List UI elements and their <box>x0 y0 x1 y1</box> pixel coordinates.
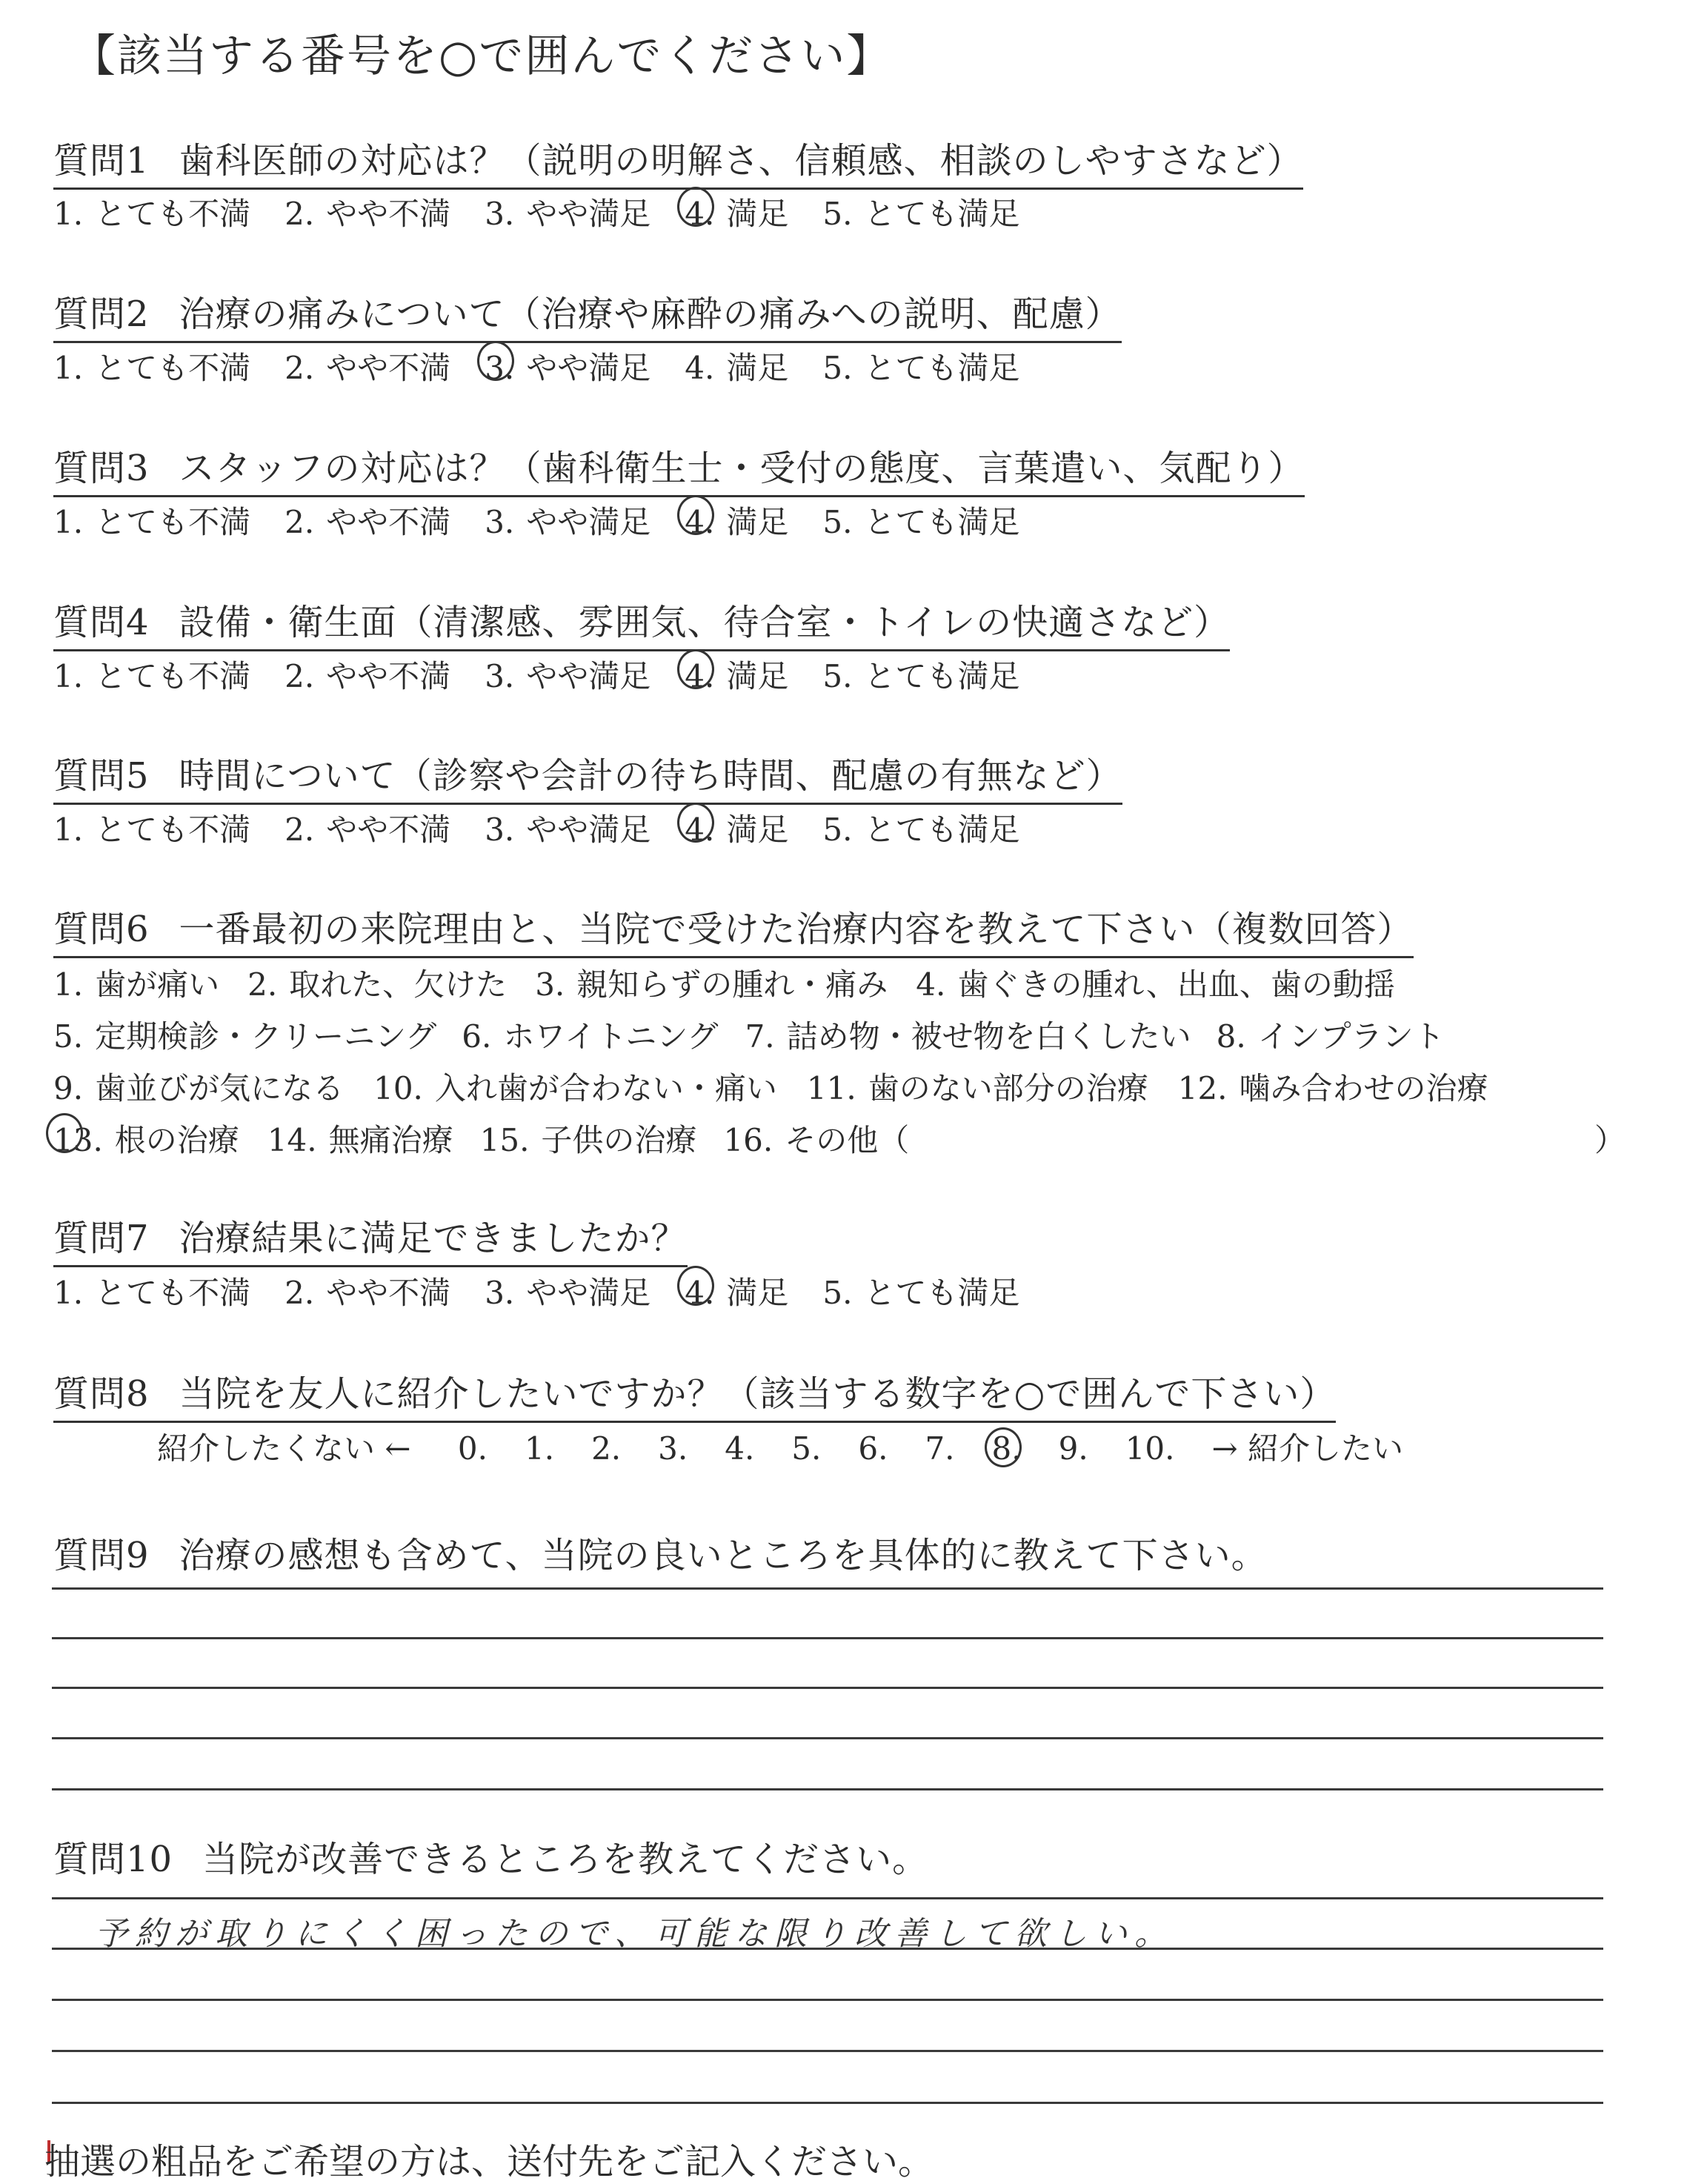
option[interactable] <box>284 806 450 850</box>
scale-value-label: 6. <box>858 1430 888 1467</box>
option-number: 4. <box>685 350 715 386</box>
scale-value-label: 3. <box>658 1430 688 1467</box>
question-text: 当院を友人に紹介したいですか？（該当する数字を○で囲んで下さい） <box>179 1373 1337 1415</box>
option-number: 2. <box>284 350 315 386</box>
option-number: 16. <box>723 1122 773 1158</box>
option-number: 12. <box>1177 1070 1228 1106</box>
answer-line <box>52 2050 1603 2052</box>
question-text: 治療の感想も含めて、当院の良いところを具体的に教えて下さい。 <box>179 1535 1268 1576</box>
scale-value-label: 10. <box>1125 1430 1175 1467</box>
scale-left-label: 紹介したくない ← <box>157 1430 411 1467</box>
q6-row-1 <box>53 960 1395 1005</box>
option-number: 4. <box>916 966 946 1003</box>
option-number: 10. <box>373 1070 423 1106</box>
scale-value-label: 4. <box>725 1430 755 1467</box>
option-label: やや不満 <box>326 196 451 232</box>
option-number: 4. <box>685 504 715 540</box>
option[interactable] <box>284 652 450 697</box>
option-number: 4. <box>685 658 715 694</box>
option-label: やや不満 <box>326 350 451 386</box>
option-number: 5. <box>53 1018 84 1055</box>
selected-circle-mark <box>677 187 714 227</box>
option-label: やや不満 <box>326 658 451 694</box>
option-label: やや満足 <box>526 1275 651 1311</box>
answer-line <box>52 1999 1603 2001</box>
question-3 <box>53 439 1305 497</box>
selected-circle-mark <box>677 495 714 535</box>
question-number: 質問9 <box>53 1535 150 1576</box>
option-label: やや満足 <box>526 504 651 540</box>
option-number: 2. <box>284 504 315 540</box>
option-label: 子供の治療 <box>541 1122 697 1158</box>
scale-value[interactable] <box>658 1430 688 1467</box>
option-number: 2. <box>284 1275 315 1311</box>
q6-row-2 <box>53 1012 1445 1057</box>
question-text: 一番最初の来院理由と、当院で受けた治療内容を教えて下さい（複数回答） <box>179 909 1414 950</box>
option-label: その他（ <box>785 1122 910 1158</box>
option[interactable] <box>822 498 1019 542</box>
option-label: 満足 <box>726 811 789 848</box>
scale-value-label: 8. <box>991 1430 1022 1467</box>
page-title: 【該当する番号を○で囲んでください】 <box>71 30 893 82</box>
question-1 <box>53 132 1303 190</box>
question-number: 質問10 <box>53 1839 173 1880</box>
scale-value[interactable] <box>725 1430 754 1467</box>
option[interactable] <box>723 1116 909 1161</box>
scale-value-label: 2. <box>591 1430 622 1467</box>
recommend-scale <box>157 1424 1403 1469</box>
option-label: 歯ぐきの腫れ、出血、歯の動揺 <box>957 966 1395 1003</box>
question-number: 質問1 <box>53 140 150 182</box>
option-label: とても不満 <box>95 658 251 694</box>
option-number: 5. <box>822 1275 853 1311</box>
handwritten-answer: 予約が取りにくく困ったので、可能な限り改善して欲しい。 <box>95 1915 1175 1953</box>
other-close-paren: ） <box>1594 1122 1626 1158</box>
option-number: 1. <box>53 504 84 540</box>
option-label: とても満足 <box>864 196 1020 232</box>
option-label: 満足 <box>726 350 789 386</box>
option-label: やや満足 <box>526 811 651 848</box>
question-6 <box>53 900 1414 958</box>
scale-value-label: 0. <box>457 1430 488 1467</box>
option-number: 1. <box>53 658 84 694</box>
option-label: やや満足 <box>526 196 651 232</box>
question-number: 質問8 <box>53 1373 150 1415</box>
option[interactable] <box>284 344 450 388</box>
option[interactable] <box>485 344 650 388</box>
option-label: とても満足 <box>864 811 1020 848</box>
answer-line <box>52 1948 1603 1950</box>
scale-value[interactable] <box>858 1430 888 1467</box>
option-number: 15. <box>479 1122 530 1158</box>
question-text: スタッフの対応は？（歯科衛生士・受付の態度、言葉遣い、気配り） <box>179 448 1305 489</box>
question-2 <box>53 285 1122 343</box>
option-number: 2. <box>247 966 278 1003</box>
scale-value[interactable] <box>1125 1430 1175 1467</box>
option-number: 1. <box>53 350 84 386</box>
scale-value[interactable] <box>925 1430 954 1467</box>
option-number: 4. <box>685 196 715 232</box>
option-number: 4. <box>685 811 715 848</box>
option-number: 3. <box>535 966 565 1003</box>
question-text: 治療の痛みについて（治療や麻酔の痛みへの説明、配慮） <box>179 293 1122 335</box>
option-number: 5. <box>822 504 853 540</box>
option[interactable] <box>916 960 1395 1005</box>
option-number: 5. <box>822 811 853 848</box>
option[interactable] <box>807 1064 1148 1109</box>
option-label: とても不満 <box>95 504 251 540</box>
option-number: 11. <box>806 1070 856 1106</box>
answer-line <box>52 1637 1603 1639</box>
scale-value-label: 7. <box>925 1430 955 1467</box>
option-label: やや満足 <box>526 658 651 694</box>
answer-line <box>52 1687 1603 1689</box>
option-number: 9. <box>53 1070 84 1106</box>
options-q7 <box>53 1269 1054 1313</box>
option-label: 満足 <box>726 658 789 694</box>
options-q1 <box>53 190 1054 234</box>
scale-value[interactable] <box>992 1430 1022 1467</box>
option[interactable] <box>462 1012 718 1057</box>
option[interactable] <box>53 960 219 1005</box>
question-8 <box>53 1365 1336 1423</box>
scale-right-label: → 紹介したい <box>1211 1430 1404 1467</box>
option-number: 2. <box>284 658 315 694</box>
option-label: インプラント <box>1257 1018 1445 1055</box>
option[interactable] <box>685 344 788 388</box>
option[interactable] <box>284 498 450 542</box>
selected-circle-mark <box>46 1113 83 1153</box>
option-label: やや不満 <box>326 1275 451 1311</box>
option[interactable] <box>685 498 788 542</box>
option-number: 14. <box>267 1122 317 1158</box>
footer-note: 抽選の粗品をご希望の方は、送付先をご記入ください。 <box>44 2141 934 2183</box>
option[interactable] <box>822 344 1019 388</box>
option-label: 歯並びが気になる <box>95 1070 345 1106</box>
option-number: 3. <box>485 504 515 540</box>
option-label: やや不満 <box>326 811 451 848</box>
option[interactable] <box>53 1116 239 1161</box>
option-number: 1. <box>53 811 84 848</box>
question-9 <box>53 1527 1268 1582</box>
option[interactable] <box>685 806 788 850</box>
option[interactable] <box>53 652 250 697</box>
option-label: 満足 <box>726 1275 789 1311</box>
option[interactable] <box>485 806 650 850</box>
question-text: 時間について（診察や会計の待ち時間、配慮の有無など） <box>179 755 1122 797</box>
question-number: 質問5 <box>53 755 150 797</box>
option-label: 詰め物・被せ物を白くしたい <box>786 1018 1191 1055</box>
option-number: 3. <box>485 196 515 232</box>
option-number: 4. <box>685 1275 715 1311</box>
selected-circle-mark <box>677 649 714 689</box>
option[interactable] <box>822 806 1019 850</box>
option-label: とても不満 <box>95 350 251 386</box>
option-label: 噛み合わせの治療 <box>1239 1070 1488 1106</box>
option[interactable] <box>535 960 888 1005</box>
option-label: 定期検診・クリーニング <box>95 1018 437 1055</box>
question-number: 質問2 <box>53 293 150 335</box>
option-number: 3. <box>485 350 515 386</box>
option-number: 5. <box>822 658 853 694</box>
scale-value-label: 9. <box>1058 1430 1088 1467</box>
option-label: 歯のない部分の治療 <box>868 1070 1148 1106</box>
option[interactable] <box>745 1012 1191 1057</box>
option-label: とても満足 <box>864 504 1020 540</box>
option[interactable] <box>53 190 250 234</box>
options-q3 <box>53 498 1054 542</box>
scale-value[interactable] <box>525 1430 554 1467</box>
scale-value[interactable] <box>591 1430 621 1467</box>
option-label: やや満足 <box>526 350 651 386</box>
scale-value-label: 1. <box>524 1430 555 1467</box>
option-number: 3. <box>485 658 515 694</box>
q6-row-3 <box>53 1064 1488 1109</box>
option-label: とても満足 <box>864 350 1020 386</box>
option[interactable] <box>1217 1012 1445 1057</box>
question-5 <box>53 747 1122 805</box>
option-number: 3. <box>485 1275 515 1311</box>
option-number: 6. <box>462 1018 492 1055</box>
option-label: 歯が痛い <box>95 966 220 1003</box>
option-number: 1. <box>53 966 84 1003</box>
option[interactable] <box>485 1269 650 1313</box>
question-text: 当院が改善できるところを教えてください。 <box>202 1839 929 1880</box>
option-label: 親知らずの腫れ・痛み <box>576 966 888 1003</box>
option[interactable] <box>685 652 788 697</box>
scale-value[interactable] <box>791 1430 821 1467</box>
option-number: 5. <box>822 350 853 386</box>
option[interactable] <box>480 1116 697 1161</box>
scale-value-label: 5. <box>791 1430 822 1467</box>
option-number: 1. <box>53 196 84 232</box>
question-text: 治療結果に満足できましたか？ <box>179 1218 688 1259</box>
option[interactable] <box>685 1269 788 1313</box>
option-label: 無痛治療 <box>328 1122 453 1158</box>
answer-line <box>52 1897 1603 1899</box>
selected-circle-mark <box>677 1266 714 1306</box>
option[interactable] <box>53 1269 250 1313</box>
question-10 <box>53 1830 928 1886</box>
selected-circle-mark <box>985 1427 1022 1467</box>
option[interactable] <box>284 190 450 234</box>
option[interactable] <box>53 498 250 542</box>
question-number: 質問4 <box>53 602 150 643</box>
option-label: とても不満 <box>95 196 251 232</box>
option[interactable] <box>685 190 788 234</box>
option[interactable] <box>822 652 1019 697</box>
option[interactable] <box>53 1012 436 1057</box>
option[interactable] <box>247 960 507 1005</box>
question-text: 設備・衛生面（清潔感、雰囲気、待合室・トイレの快適さなど） <box>179 602 1231 643</box>
option-number: 2. <box>284 196 315 232</box>
option[interactable] <box>373 1064 777 1109</box>
option[interactable] <box>284 1269 450 1313</box>
answer-line <box>52 1788 1603 1790</box>
option-label: 取れた、欠けた <box>289 966 508 1003</box>
option-number: 2. <box>284 811 315 848</box>
answer-line <box>52 1737 1603 1739</box>
option-label: 満足 <box>726 504 789 540</box>
q6-row-4 <box>53 1116 909 1161</box>
question-7 <box>53 1209 688 1267</box>
option[interactable] <box>485 190 650 234</box>
scale-value[interactable] <box>458 1430 488 1467</box>
option[interactable] <box>1178 1064 1488 1109</box>
option[interactable] <box>267 1116 453 1161</box>
option[interactable] <box>822 190 1019 234</box>
selected-circle-mark <box>477 341 514 381</box>
option-number: 7. <box>745 1018 775 1055</box>
option-label: 入れ歯が合わない・痛い <box>434 1070 777 1106</box>
option-number: 13. <box>53 1122 103 1158</box>
option[interactable] <box>822 1269 1019 1313</box>
question-number: 質問7 <box>53 1218 150 1259</box>
answer-line <box>52 2102 1603 2104</box>
option-label: とても不満 <box>95 811 251 848</box>
option-label: 満足 <box>726 196 789 232</box>
option-number: 1. <box>53 1275 84 1311</box>
option-number: 8. <box>1216 1018 1246 1055</box>
option[interactable] <box>485 498 650 542</box>
options-q2 <box>53 344 1054 388</box>
option-number: 5. <box>822 196 853 232</box>
answer-line <box>52 1587 1603 1590</box>
question-text: 歯科医師の対応は？（説明の明解さ、信頼感、相談のしやすさなど） <box>179 140 1303 182</box>
options-q5 <box>53 806 1054 850</box>
selected-circle-mark <box>677 803 714 843</box>
question-4 <box>53 594 1230 651</box>
option-label: 根の治療 <box>114 1122 239 1158</box>
option[interactable] <box>53 1064 344 1109</box>
option-label: ホワイトニング <box>503 1018 719 1055</box>
question-number: 質問6 <box>53 909 150 950</box>
scale-value[interactable] <box>1059 1430 1088 1467</box>
option-label: とても満足 <box>864 658 1020 694</box>
question-number: 質問3 <box>53 448 150 489</box>
option[interactable] <box>485 652 650 697</box>
option-number: 3. <box>485 811 515 848</box>
option[interactable] <box>53 344 250 388</box>
options-q4 <box>53 652 1054 697</box>
option[interactable] <box>53 806 250 850</box>
option-label: とても満足 <box>864 1275 1020 1311</box>
option-label: やや不満 <box>326 504 451 540</box>
option-label: とても不満 <box>95 1275 251 1311</box>
